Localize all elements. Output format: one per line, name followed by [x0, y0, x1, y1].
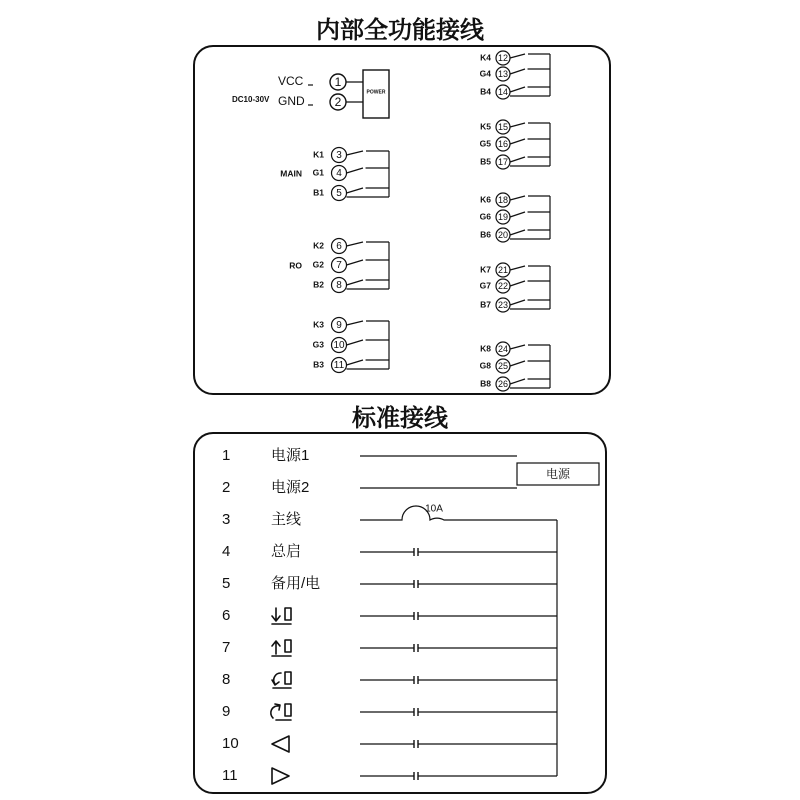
standard-row-label: 主线	[271, 510, 302, 528]
standard-row-number: 5	[222, 574, 231, 592]
terminal-number: 16	[497, 138, 509, 149]
terminal-number: 5	[336, 188, 342, 200]
relay-contact-arm	[510, 87, 525, 92]
right-relay-terminal-label: B4	[480, 86, 491, 97]
right-relay-terminal-label: K8	[480, 343, 491, 354]
left-relay-terminal-label: K3	[313, 319, 324, 330]
hook-down-icon	[272, 608, 291, 624]
right-relay-terminal-label: K5	[480, 121, 491, 132]
standard-row-number: 4	[222, 542, 231, 560]
arrow-right-icon-shape	[272, 768, 289, 784]
right-relay-terminal-label: B5	[480, 156, 491, 167]
relay-contact-arm	[347, 242, 364, 246]
left-relay-terminal-label: G1	[312, 167, 324, 178]
terminal-number: 6	[336, 241, 342, 253]
terminal-number: 19	[497, 211, 509, 222]
standard-row-label: 总启	[271, 542, 302, 560]
terminal-number: 24	[497, 343, 509, 354]
relay-contact-arm	[347, 260, 364, 265]
relay-contact-arm	[510, 123, 525, 127]
arrow-left-icon-shape	[272, 736, 289, 752]
standard-row-number: 10	[222, 734, 239, 752]
relay-contact-arm	[510, 266, 525, 270]
hook-down-icon-shape	[272, 608, 291, 624]
terminal-number: 8	[336, 280, 342, 292]
arrow-left-icon	[272, 736, 289, 752]
terminal-number: 17	[497, 156, 509, 167]
right-relay-terminal-label: K6	[480, 194, 491, 205]
relay-contact-arm	[510, 69, 525, 74]
terminal-number: 3	[336, 150, 342, 162]
terminal-number: 25	[497, 360, 509, 371]
terminal-number: 7	[336, 260, 342, 272]
terminal-number: 10	[333, 340, 345, 352]
hook-up-icon-shape	[272, 640, 291, 656]
relay-contact-arm	[510, 157, 525, 162]
relay-contact-arm	[510, 54, 525, 58]
relay-contact-arm	[510, 345, 525, 349]
right-relay-terminal-label: B8	[480, 378, 491, 389]
standard-row-label: 电源1	[271, 446, 310, 464]
power-terminal-label: VCC	[278, 74, 304, 89]
terminal-number: 22	[497, 280, 509, 291]
relay-contact-arm	[347, 151, 364, 155]
terminal-number: 14	[497, 86, 509, 97]
relay-contact-arm	[510, 300, 525, 305]
left-relay-terminal-label: K2	[313, 240, 324, 251]
power-voltage-label: DC10-30V	[232, 95, 270, 105]
power-terminal-label: GND	[278, 94, 305, 109]
standard-row-number: 11	[222, 766, 238, 784]
relay-group-name: MAIN	[280, 168, 302, 179]
relay-contact-arm	[510, 281, 525, 286]
power-module-label: POWER	[366, 89, 386, 96]
right-relay-terminal-label: B6	[480, 229, 491, 240]
terminal-number: 21	[497, 264, 509, 275]
terminal-number: 11	[333, 360, 345, 372]
right-relay-terminal-label: K4	[480, 52, 491, 63]
terminal-number: 13	[497, 68, 509, 79]
standard-row-number: 9	[222, 702, 231, 720]
standard-row-label: 备用/电	[271, 574, 321, 592]
hook-rotate-left-icon	[272, 672, 291, 688]
right-relay-terminal-label: B7	[480, 299, 491, 310]
fuse-symbol	[360, 503, 557, 520]
terminal-number: 9	[336, 320, 342, 332]
relay-contact-arm	[347, 188, 364, 193]
standard-row-number: 2	[222, 478, 231, 496]
hook-up-icon	[272, 640, 291, 656]
relay-group-name: RO	[289, 260, 302, 271]
terminal-number: 4	[336, 168, 342, 180]
arrow-right-icon	[272, 768, 289, 784]
terminal-number: 1	[334, 75, 342, 90]
hook-rotate-right-icon	[271, 704, 291, 720]
relay-contact-arm	[347, 168, 364, 173]
terminal-number: 2	[334, 95, 342, 110]
right-relay-terminal-label: G5	[479, 138, 491, 149]
left-relay-terminal-label: B1	[313, 187, 324, 198]
relay-contact-arm	[347, 340, 364, 345]
standard-row-label: 电源2	[271, 478, 310, 496]
standard-wiring-title: 标准接线	[352, 404, 448, 432]
standard-row-number: 8	[222, 670, 231, 688]
power-supply-box-label: 电源	[545, 467, 571, 482]
right-relay-terminal-label: G7	[479, 280, 491, 291]
relay-contact-arm	[347, 321, 364, 325]
internal-wiring-title: 内部全功能接线	[316, 16, 484, 44]
left-relay-terminal-label: G2	[312, 259, 324, 270]
relay-contact-arm	[347, 360, 364, 365]
standard-row-number: 1	[222, 446, 231, 464]
hook-rotate-left-icon-shape	[272, 672, 291, 688]
terminal-number: 18	[497, 194, 509, 205]
right-relay-terminal-label: G8	[479, 360, 491, 371]
terminal-number: 26	[497, 378, 509, 389]
terminal-number: 12	[497, 52, 509, 63]
relay-contact-arm	[510, 212, 525, 217]
terminal-number: 23	[497, 299, 509, 310]
left-relay-terminal-label: B3	[313, 359, 324, 370]
relay-contact-arm	[510, 139, 525, 144]
left-relay-terminal-label: B2	[313, 279, 324, 290]
standard-row-number: 6	[222, 606, 231, 624]
relay-contact-arm	[510, 196, 525, 200]
terminal-number: 20	[497, 229, 509, 240]
standard-row-number: 7	[222, 638, 231, 656]
relay-contact-arm	[510, 361, 525, 366]
right-relay-terminal-label: G6	[479, 211, 491, 222]
relay-contact-arm	[510, 379, 525, 384]
fuse-rating-label: 10A	[425, 503, 443, 515]
right-relay-terminal-label: G4	[479, 68, 491, 79]
hook-rotate-right-icon-shape	[271, 704, 291, 720]
relay-contact-arm	[347, 280, 364, 285]
right-relay-terminal-label: K7	[480, 264, 491, 275]
terminal-number: 15	[497, 121, 509, 132]
relay-contact-arm	[510, 230, 525, 235]
left-relay-terminal-label: K1	[313, 149, 324, 160]
standard-row-number: 3	[222, 510, 231, 528]
left-relay-terminal-label: G3	[312, 339, 324, 350]
